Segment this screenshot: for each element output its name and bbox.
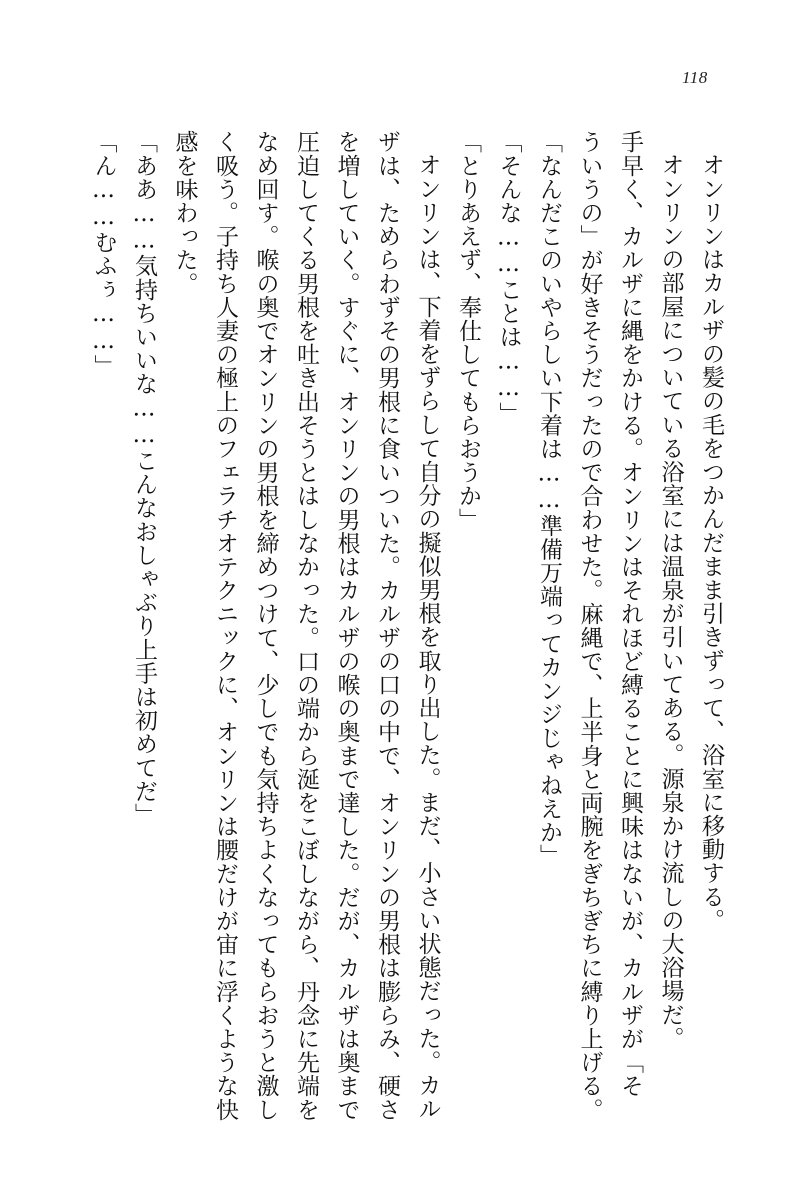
dialogue-line: 「ん……むふぅ……」 [90, 130, 117, 378]
text-line: なめ回す。喉の奥でオンリンの男根を締めつけて、少しでも気持ちよくなってもらおうと激し [252, 130, 279, 1122]
text-line: を増していく。すぐに、オンリンの男根はカルザの喉の奥まで達した。だが、カルザは奥まで [333, 130, 360, 1122]
text-line: オンリンの部屋についている浴室には温泉が引いてある。源泉かけ流しの大浴場だ。 [657, 153, 684, 1050]
body-text [51, 130, 731, 1130]
text-line: ういうの」が好きそうだったので合わせた。麻縄で、上半身と両腕をぎちぎちに縛り上げる。 [576, 130, 603, 1122]
text-line: 手早く、カルザに縄をかける。オンリンはそれほど縛ることに興味はないが、カルザが「そ [617, 130, 643, 1098]
dialogue-line: 「ああ……気持ちいいな……こんなおしゃぶり上手は初めてだ」 [131, 130, 157, 827]
dialogue-line: 「なんだこのいやらしい下着は……準備万端ってカンジじゃねえか」 [536, 130, 562, 868]
text-line: オンリンは、下着をずらして自分の擬似男根を取り出した。まだ、小さい状態だった。カル [414, 153, 441, 1121]
text-line: 感を味わった。 [171, 130, 198, 296]
text-line: 圧迫してくる男根を吐き出そうとはしなかった。口の端から涎をこぼしながら、丹念に先端を [293, 130, 319, 1122]
dialogue-line: 「とりあえず、奉仕してもらおうか」 [455, 130, 481, 532]
page-number: 118 [682, 68, 708, 87]
dialogue-line: 「そんな……ことは……」 [495, 130, 522, 426]
text-line: く吸う。子持ち人妻の極上のフェラチオテクニックに、オンリンは腰だけが宙に浮くような快 [212, 130, 238, 1122]
text-line: ザは、ためらわずその男根に食いついた。カルザの口の中で、オンリンの男根は膨らみ、硬さ [374, 130, 400, 1122]
text-line: オンリンはカルザの髪の毛をつかんだまま引きずって、浴室に移動する。 [698, 153, 724, 932]
